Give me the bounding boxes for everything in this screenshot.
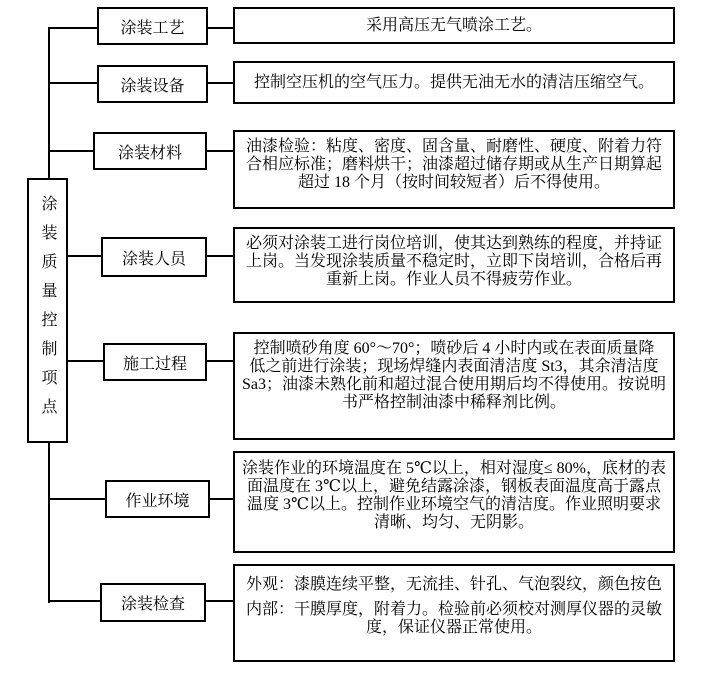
node-coating-personnel: [101, 237, 207, 277]
detail-line: 涂装作业的环境温度在 5℃以上，相对湿度≤ 80%，底材的表: [241, 460, 666, 477]
root-node: [27, 178, 68, 443]
detail-line: 油漆检验：粘度、密度、固含量、耐磨性、硬度、附着力符: [245, 138, 662, 155]
node-coating-process: [97, 7, 208, 45]
detail-line: 外观：漆膜连续平整，无流挂、针孔、气泡裂纹，颜色按色: [245, 576, 662, 593]
detail-line: 合相应标准；磨料烘干；油漆超过储存期或从生产日期算起: [245, 156, 662, 173]
detail-line: 重新上岗。作业人员不得疲劳作业。: [325, 271, 582, 288]
node-label: 涂装材料: [117, 144, 182, 162]
connector-right-row5: [205, 360, 233, 362]
detail-line: 上岗。当发现涂装质量不稳定时，立即下岗培训，合格后再: [245, 253, 662, 270]
node-label: 作业环境: [125, 492, 190, 510]
detail-line: 控制喷砂角度 60°～70°；喷砂后 4 小时内或在表面质量降: [253, 340, 655, 357]
connector-left-row2: [48, 82, 97, 84]
detail-coating-personnel: [233, 227, 675, 303]
detail-line: 采用高压无气喷涂工艺。: [365, 16, 542, 34]
detail-line: 低之前进行涂装；现场焊缝内表面清洁度 St3，其余清洁度: [249, 358, 659, 375]
trunk-line-upper: [48, 27, 50, 178]
connector-right-row7: [204, 600, 233, 602]
node-work-environment: [105, 480, 210, 518]
detail-line: Sa3；油漆未熟化前和超过混合使用期后均不得使用。按说明: [241, 376, 666, 393]
connector-right-row6: [208, 498, 233, 500]
connector-right-row3: [205, 150, 233, 152]
detail-line: 超过 18 个月（按时间较短者）后不得使用。: [297, 174, 610, 191]
node-label: 涂装设备: [120, 77, 185, 95]
detail-construction-process: [233, 332, 675, 440]
connector-right-row2: [206, 82, 233, 84]
connector-left-row3: [48, 150, 93, 152]
detail-coating-inspection: [233, 564, 675, 662]
detail-coating-materials: [233, 130, 675, 209]
node-label: 涂装检查: [120, 596, 185, 613]
node-coating-materials: [93, 132, 207, 170]
node-label: 涂装人员: [121, 250, 186, 268]
connector-right-row4: [205, 255, 233, 257]
node-label: 涂装工艺: [120, 19, 185, 37]
connector-left-row1: [48, 27, 97, 29]
connector-left-row6: [48, 498, 105, 500]
detail-line: 面温度在 3℃以上，避免结露涂漆，钢板表面温度高于露点: [247, 478, 661, 495]
root-node-label: 涂装质量控制项点: [39, 194, 56, 427]
detail-line: 内部：干膜厚度，附着力。检验前必须校对测厚仪器的灵敏: [245, 601, 662, 618]
detail-line: 必须对涂装工进行岗位培训，使其达到熟练的程度，并持证: [245, 235, 662, 252]
detail-line: 清晰、均匀、无阴影。: [373, 514, 534, 531]
detail-work-environment: [233, 451, 675, 553]
detail-line: 控制空压机的空气压力。提供无油无水的清洁压缩空气。: [253, 73, 654, 91]
detail-line: 温度 3℃以上。控制作业环境空气的清洁度。作业照明要求: [247, 496, 661, 513]
node-coating-equipment: [97, 65, 208, 103]
node-label: 施工过程: [122, 355, 187, 373]
detail-line: 度，保证仪器正常使用。: [365, 619, 542, 636]
connector-right-row1: [206, 27, 233, 29]
node-construction-process: [103, 343, 207, 381]
node-coating-inspection: [100, 583, 206, 622]
detail-line: 书严格控制油漆中稀释剂比例。: [341, 394, 566, 411]
connector-left-row4: [66, 255, 101, 257]
connector-left-row5: [66, 360, 103, 362]
detail-coating-equipment: [233, 61, 675, 104]
connector-left-row7: [48, 600, 100, 602]
detail-coating-process: [233, 7, 675, 44]
trunk-line-lower: [48, 443, 50, 603]
